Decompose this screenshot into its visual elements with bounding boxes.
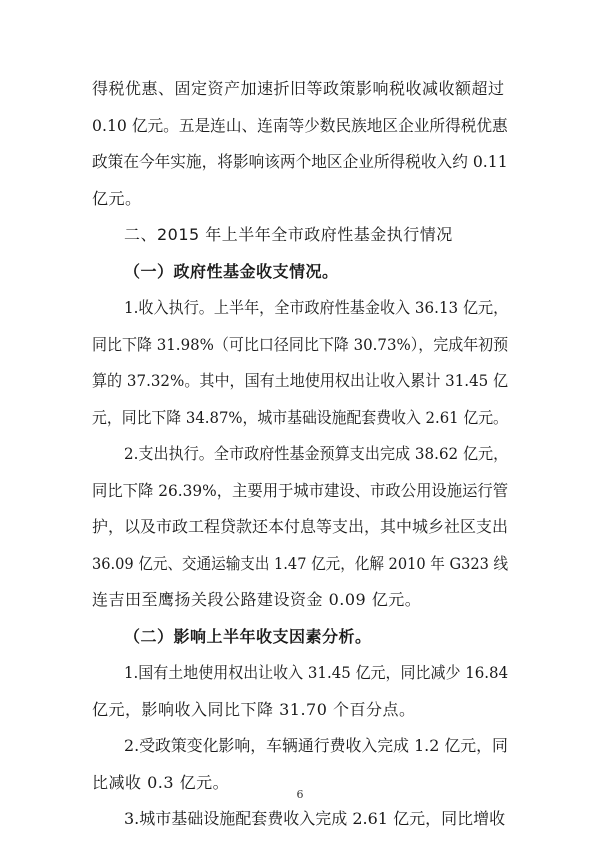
body-text-line: 比减收 0.3 亿元。	[92, 773, 230, 792]
body-text-line: 元，同比下降 34.87%，城市基础设施配套费收入 2.61 亿元。	[92, 408, 508, 427]
subsection-heading: （二）影响上半年收支因素分析。	[124, 627, 372, 646]
body-text-line: 1.收入执行。上半年，全市政府性基金收入 36.13 亿元，	[124, 298, 509, 317]
body-text-line: 36.09 亿元、交通运输支出 1.47 亿元，化解 2010 年 G323 线	[92, 554, 509, 573]
body-text-line: 同比下降 31.98%（可比口径同比下降 30.73%），完成年初预	[92, 335, 509, 354]
body-text-line: 亿元。	[92, 189, 142, 208]
body-text-line: 2.受政策变化影响，车辆通行费收入完成 1.2 亿元，同	[124, 736, 508, 755]
subsection-heading: （一）政府性基金收支情况。	[124, 262, 339, 281]
page-number: 6	[296, 788, 304, 801]
body-text-line: 得税优惠、固定资产加速折旧等政策影响税收减收额超过	[92, 79, 505, 98]
section-heading: 二、2015 年上半年全市政府性基金执行情况	[124, 225, 453, 244]
body-text-line: 政策在今年实施，将影响该两个地区企业所得税收入约 0.11	[92, 152, 508, 171]
body-text-line: 亿元，影响收入同比下降 31.70 个百分点。	[92, 700, 416, 719]
body-text-line: 护，以及市政工程贷款还本付息等支出，其中城乡社区支出	[92, 517, 509, 536]
body-text-line: 0.10 亿元。五是连山、连南等少数民族地区企业所得税优惠	[92, 116, 508, 135]
body-text-line: 连吉田至鹰扬关段公路建设资金 0.09 亿元。	[92, 590, 422, 609]
body-text-line: 2.支出执行。全市政府性基金预算支出完成 38.62 亿元，	[124, 444, 509, 463]
body-text-line: 同比下降 26.39%，主要用于城市建设、市政公用设施运行管	[92, 481, 509, 500]
body-text-line: 算的 37.32%。其中，国有土地使用权出让收入累计 31.45 亿	[92, 371, 509, 390]
body-text-line: 3.城市基础设施配套费收入完成 2.61 亿元，同比增收	[124, 809, 506, 828]
body-text-line: 1.国有土地使用权出让收入 31.45 亿元，同比减少 16.84	[124, 663, 509, 682]
